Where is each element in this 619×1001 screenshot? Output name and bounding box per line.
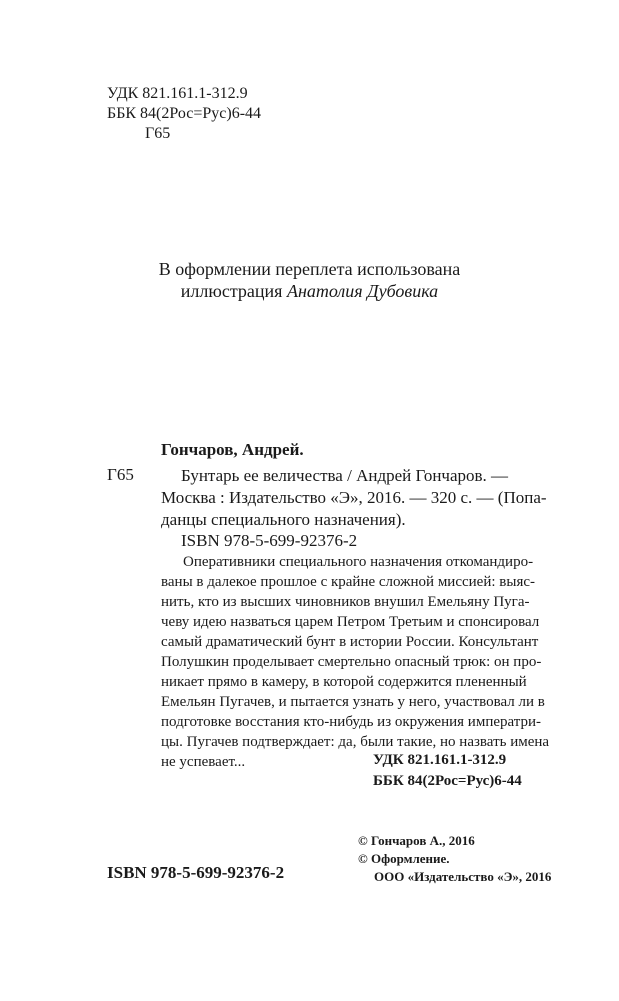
annotation [161, 552, 550, 772]
annotation-line: подготовке восстания кто-нибудь из окружения императри- [161, 714, 542, 730]
bottom-udk-code: УДК 821.161.1-312.9 [373, 752, 507, 768]
biblio-line: Бунтарь ее величества / Андрей Гончаров. — [181, 466, 509, 485]
record-isbn: ISBN 978-5-699-92376-2 [181, 531, 358, 550]
author-mark: Г65 [145, 125, 171, 142]
bottom-isbn: ISBN 978-5-699-92376-2 [107, 863, 285, 882]
illustration-credit-line2 [0, 280, 619, 302]
copyright-publisher: ООО «Издательство «Э», 2016 [374, 869, 552, 884]
author-heading: Гончаров, Андрей. [161, 440, 304, 459]
annotation-line: цы. Пугачев подтверждает: да, были такие, но назвать имена [161, 734, 550, 750]
copyright-block [358, 832, 551, 886]
annotation-line: нить, кто из высших чиновников внушил Емельяну Пуга- [161, 594, 530, 610]
record-author-mark: Г65 [107, 465, 134, 484]
biblio-line: Москва : Издательство «Э», 2016. — 320 с. — (Попа- [161, 488, 547, 507]
bottom-classification-codes [373, 750, 522, 792]
annotation-line: чеву идею назваться царем Петром Третьим и спонсировал [161, 614, 540, 630]
illustration-credit [0, 258, 619, 302]
annotation-line: Полушкин проделывает смертельно опасный трюк: он про- [161, 654, 542, 670]
copyright-design: © Оформление. [358, 851, 450, 866]
annotation-line: Емельян Пугачев, и пытается узнать у него, участвовал ли в [161, 694, 545, 710]
annotation-line: никает прямо в камеру, в которой содержится плененный [161, 674, 527, 690]
bottom-bbk-code: ББК 84(2Рос=Рус)6-44 [373, 773, 522, 789]
illustration-credit-line1: В оформлении переплета использована [158, 259, 461, 279]
annotation-line: ваны в далекое прошлое с крайне сложной миссией: выяс- [161, 574, 535, 590]
bbk-code: ББК 84(2Рос=Рус)6-44 [107, 105, 262, 122]
annotation-line: не успевает... [161, 754, 246, 770]
bibliographic-description [161, 465, 547, 531]
copyright-author: © Гончаров А., 2016 [358, 833, 475, 848]
udk-code: УДК 821.161.1-312.9 [107, 85, 248, 102]
illustration-credit-prefix: иллюстрация [180, 281, 287, 301]
top-classification-codes [107, 84, 261, 144]
biblio-line: данцы специального назначения). [161, 510, 406, 529]
annotation-line: самый драматический бунт в истории России. Консультант [161, 634, 539, 650]
annotation-line: Оперативники специального назначения откомандиро- [183, 554, 534, 570]
illustrator-name: Анатолия Дубовика [286, 281, 439, 301]
